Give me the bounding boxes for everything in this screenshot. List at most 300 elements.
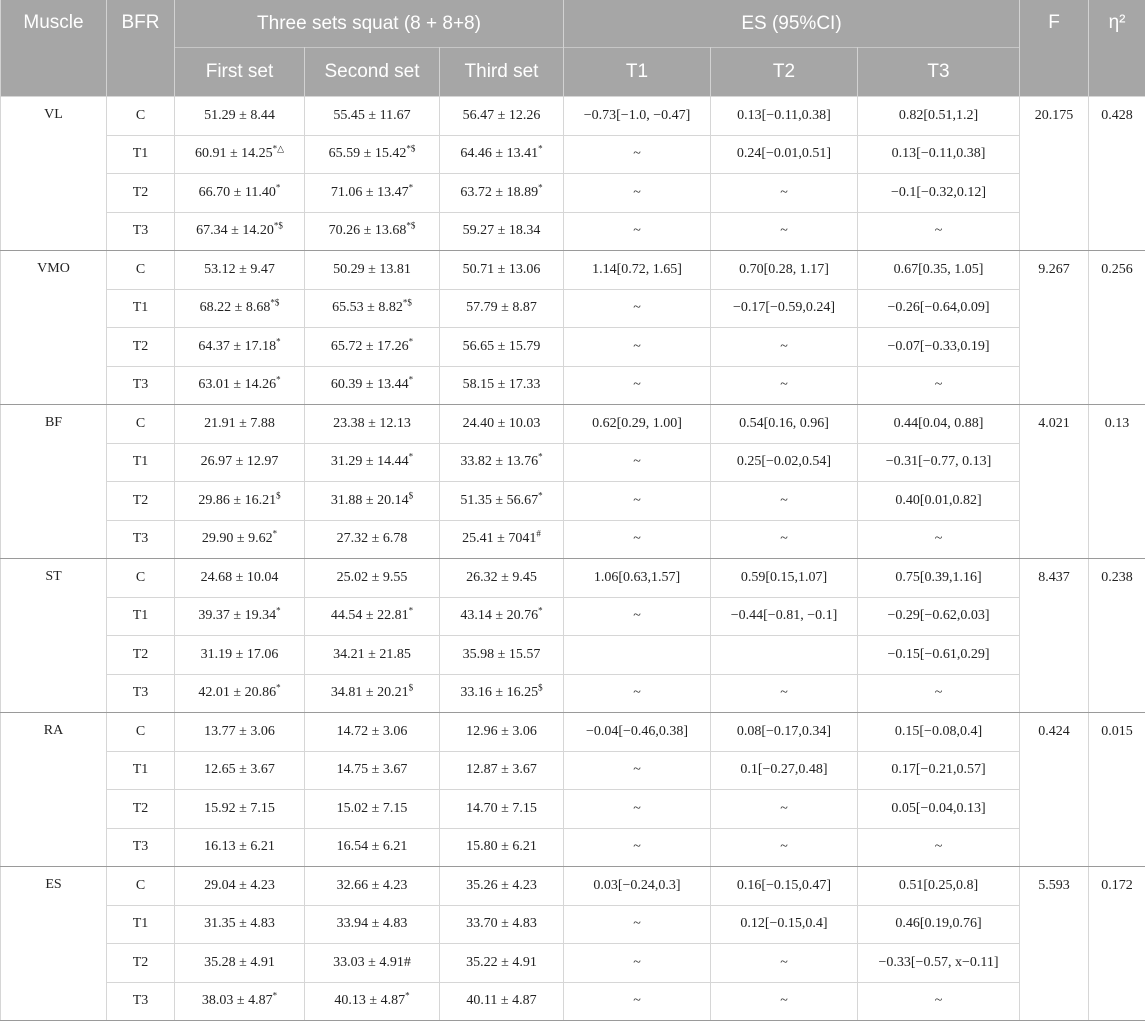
third-set-cell-value: 58.15 ± 17.33 bbox=[463, 377, 541, 392]
third-set-cell-value: 33.70 ± 4.83 bbox=[466, 916, 537, 931]
first-set-cell bbox=[175, 135, 305, 174]
es-t2-cell: ~ bbox=[711, 328, 858, 367]
second-set-cell-value: 16.54 ± 6.21 bbox=[337, 839, 408, 854]
first-set-cell bbox=[175, 944, 305, 983]
f-value-cell: 8.437 bbox=[1020, 559, 1089, 598]
eta-value-cell bbox=[1089, 751, 1145, 790]
second-set-cell-value: 44.54 ± 22.81 bbox=[331, 608, 409, 623]
bfr-cell: C bbox=[107, 97, 175, 136]
es-t2-cell: ~ bbox=[711, 520, 858, 559]
eta-value-cell bbox=[1089, 790, 1145, 829]
table-row bbox=[1, 674, 1145, 713]
first-set-cell bbox=[175, 520, 305, 559]
third-set-cell bbox=[440, 366, 564, 405]
table-row bbox=[1, 559, 1145, 598]
table-row bbox=[1, 135, 1145, 174]
muscle-cell: RA bbox=[1, 713, 107, 867]
second-set-cell-value: 14.75 ± 3.67 bbox=[337, 762, 408, 777]
third-set-cell bbox=[440, 135, 564, 174]
eta-value-cell bbox=[1089, 482, 1145, 521]
second-set-cell bbox=[305, 366, 440, 405]
third-set-cell bbox=[440, 520, 564, 559]
eta-value-cell bbox=[1089, 905, 1145, 944]
f-value-cell: 9.267 bbox=[1020, 251, 1089, 290]
third-set-cell bbox=[440, 636, 564, 675]
first-set-cell-significance-mark: *$ bbox=[270, 298, 279, 308]
es-t3-cell: ~ bbox=[858, 982, 1020, 1021]
first-set-cell bbox=[175, 366, 305, 405]
es-t1-cell: ~ bbox=[564, 520, 711, 559]
first-set-cell-value: 31.35 ± 4.83 bbox=[204, 916, 275, 931]
second-set-cell-value: 34.21 ± 21.85 bbox=[333, 647, 411, 662]
second-set-cell-value: 60.39 ± 13.44 bbox=[331, 377, 409, 392]
table-row bbox=[1, 520, 1145, 559]
third-set-cell bbox=[440, 944, 564, 983]
first-set-cell bbox=[175, 174, 305, 213]
eta-value-cell bbox=[1089, 366, 1145, 405]
second-set-cell-value: 33.94 ± 4.83 bbox=[337, 916, 408, 931]
third-set-cell bbox=[440, 751, 564, 790]
first-set-cell-value: 38.03 ± 4.87 bbox=[202, 993, 273, 1008]
second-set-cell-value: 55.45 ± 11.67 bbox=[333, 108, 410, 123]
bfr-cell: T1 bbox=[107, 289, 175, 328]
es-t3-cell: 0.17[−0.21,0.57] bbox=[858, 751, 1020, 790]
header-second-set: Second set bbox=[305, 48, 440, 97]
es-t1-cell: ~ bbox=[564, 790, 711, 829]
bfr-cell: T3 bbox=[107, 520, 175, 559]
third-set-cell-value: 35.98 ± 15.57 bbox=[463, 647, 541, 662]
es-t2-cell: 0.54[0.16, 0.96] bbox=[711, 405, 858, 444]
es-t2-cell: 0.16[−0.15,0.47] bbox=[711, 867, 858, 906]
table-header bbox=[1, 0, 1145, 97]
third-set-cell bbox=[440, 405, 564, 444]
es-t2-cell: ~ bbox=[711, 212, 858, 251]
es-t3-cell: ~ bbox=[858, 212, 1020, 251]
first-set-cell-significance-mark: *△ bbox=[273, 144, 284, 154]
es-t3-cell: −0.07[−0.33,0.19] bbox=[858, 328, 1020, 367]
eta-value-cell bbox=[1089, 982, 1145, 1021]
es-t3-cell: 0.40[0.01,0.82] bbox=[858, 482, 1020, 521]
es-t3-cell: ~ bbox=[858, 674, 1020, 713]
es-t2-cell: ~ bbox=[711, 944, 858, 983]
f-value-cell bbox=[1020, 289, 1089, 328]
first-set-cell-significance-mark: * bbox=[276, 683, 281, 693]
eta-value-cell: 0.13 bbox=[1089, 405, 1145, 444]
third-set-cell-value: 40.11 ± 4.87 bbox=[466, 993, 536, 1008]
first-set-cell bbox=[175, 212, 305, 251]
bfr-cell: T3 bbox=[107, 212, 175, 251]
bfr-cell: T3 bbox=[107, 366, 175, 405]
table-row bbox=[1, 713, 1145, 752]
second-set-cell-value: 71.06 ± 13.47 bbox=[331, 185, 409, 200]
table-row bbox=[1, 97, 1145, 136]
bfr-cell: T2 bbox=[107, 328, 175, 367]
third-set-cell-value: 57.79 ± 8.87 bbox=[466, 300, 537, 315]
f-value-cell bbox=[1020, 212, 1089, 251]
es-t1-cell: ~ bbox=[564, 174, 711, 213]
eta-value-cell bbox=[1089, 520, 1145, 559]
second-set-cell bbox=[305, 174, 440, 213]
muscle-cell: VMO bbox=[1, 251, 107, 405]
second-set-cell-value: 65.72 ± 17.26 bbox=[331, 339, 409, 354]
second-set-cell-significance-mark: * bbox=[409, 182, 414, 192]
f-value-cell bbox=[1020, 636, 1089, 675]
es-t2-cell: 0.24[−0.01,0.51] bbox=[711, 135, 858, 174]
second-set-cell-value: 65.53 ± 8.82 bbox=[332, 300, 403, 315]
second-set-cell-value: 33.03 ± 4.91# bbox=[333, 955, 411, 970]
third-set-cell-value: 35.22 ± 4.91 bbox=[466, 955, 537, 970]
third-set-cell bbox=[440, 713, 564, 752]
first-set-cell-significance-mark: * bbox=[276, 182, 281, 192]
eta-value-cell bbox=[1089, 328, 1145, 367]
first-set-cell-value: 67.34 ± 14.20 bbox=[196, 223, 274, 238]
third-set-cell-value: 56.47 ± 12.26 bbox=[463, 108, 541, 123]
third-set-cell bbox=[440, 559, 564, 598]
es-t3-cell: 0.13[−0.11,0.38] bbox=[858, 135, 1020, 174]
third-set-cell-value: 33.82 ± 13.76 bbox=[460, 454, 538, 469]
second-set-cell-value: 32.66 ± 4.23 bbox=[337, 878, 408, 893]
first-set-cell-value: 26.97 ± 12.97 bbox=[201, 454, 279, 469]
first-set-cell bbox=[175, 405, 305, 444]
first-set-cell-significance-mark: * bbox=[273, 991, 278, 1001]
third-set-cell-value: 25.41 ± 7041 bbox=[462, 531, 536, 546]
f-value-cell: 0.424 bbox=[1020, 713, 1089, 752]
f-value-cell bbox=[1020, 135, 1089, 174]
eta-value-cell: 0.238 bbox=[1089, 559, 1145, 598]
es-t3-cell: 0.44[0.04, 0.88] bbox=[858, 405, 1020, 444]
second-set-cell-value: 50.29 ± 13.81 bbox=[333, 262, 411, 277]
bfr-cell: T3 bbox=[107, 828, 175, 867]
third-set-cell-value: 63.72 ± 18.89 bbox=[460, 185, 538, 200]
second-set-cell bbox=[305, 97, 440, 136]
es-t2-cell: ~ bbox=[711, 982, 858, 1021]
es-t3-cell: −0.33[−0.57, x−0.11] bbox=[858, 944, 1020, 983]
third-set-cell bbox=[440, 443, 564, 482]
second-set-cell bbox=[305, 559, 440, 598]
muscle-cell: VL bbox=[1, 97, 107, 251]
second-set-cell-significance-mark: * bbox=[405, 991, 410, 1001]
first-set-cell-value: 35.28 ± 4.91 bbox=[204, 955, 275, 970]
eta-value-cell bbox=[1089, 944, 1145, 983]
table-row bbox=[1, 443, 1145, 482]
second-set-cell-value: 15.02 ± 7.15 bbox=[337, 801, 408, 816]
first-set-cell-value: 15.92 ± 7.15 bbox=[204, 801, 275, 816]
second-set-cell bbox=[305, 405, 440, 444]
second-set-cell bbox=[305, 751, 440, 790]
f-value-cell bbox=[1020, 443, 1089, 482]
second-set-cell bbox=[305, 251, 440, 290]
first-set-cell bbox=[175, 674, 305, 713]
es-t1-cell: −0.73[−1.0, −0.47] bbox=[564, 97, 711, 136]
first-set-cell bbox=[175, 289, 305, 328]
f-value-cell bbox=[1020, 366, 1089, 405]
second-set-cell bbox=[305, 212, 440, 251]
third-set-cell-value: 12.96 ± 3.06 bbox=[466, 724, 537, 739]
first-set-cell-significance-mark: *$ bbox=[274, 221, 283, 231]
first-set-cell-significance-mark: * bbox=[276, 375, 281, 385]
third-set-cell-value: 14.70 ± 7.15 bbox=[466, 801, 537, 816]
bfr-cell: T2 bbox=[107, 944, 175, 983]
header-first-set: First set bbox=[175, 48, 305, 97]
second-set-cell bbox=[305, 790, 440, 829]
es-t1-cell: −0.04[−0.46,0.38] bbox=[564, 713, 711, 752]
third-set-cell bbox=[440, 982, 564, 1021]
bfr-cell: T2 bbox=[107, 636, 175, 675]
es-t2-cell: −0.44[−0.81, −0.1] bbox=[711, 597, 858, 636]
second-set-cell-value: 14.72 ± 3.06 bbox=[337, 724, 408, 739]
header-es-group: ES (95%CI) bbox=[564, 0, 1020, 48]
second-set-cell-significance-mark: * bbox=[409, 336, 414, 346]
table-row bbox=[1, 790, 1145, 829]
bfr-cell: T2 bbox=[107, 482, 175, 521]
second-set-cell-value: 25.02 ± 9.55 bbox=[337, 570, 408, 585]
third-set-cell-significance-mark: * bbox=[538, 182, 543, 192]
first-set-cell-value: 60.91 ± 14.25 bbox=[195, 146, 273, 161]
es-t2-cell bbox=[711, 636, 858, 675]
table-row bbox=[1, 867, 1145, 906]
f-value-cell bbox=[1020, 790, 1089, 829]
third-set-cell bbox=[440, 251, 564, 290]
second-set-cell bbox=[305, 520, 440, 559]
bfr-cell: T2 bbox=[107, 174, 175, 213]
muscle-cell: ES bbox=[1, 867, 107, 1021]
table-row bbox=[1, 944, 1145, 983]
es-t1-cell: ~ bbox=[564, 828, 711, 867]
first-set-cell bbox=[175, 597, 305, 636]
bfr-cell: C bbox=[107, 559, 175, 598]
first-set-cell-significance-mark: * bbox=[276, 336, 281, 346]
second-set-cell-value: 31.29 ± 14.44 bbox=[331, 454, 409, 469]
es-t3-cell: −0.1[−0.32,0.12] bbox=[858, 174, 1020, 213]
table-row bbox=[1, 597, 1145, 636]
first-set-cell-value: 21.91 ± 7.88 bbox=[204, 416, 275, 431]
muscle-cell: BF bbox=[1, 405, 107, 559]
table-row bbox=[1, 482, 1145, 521]
f-value-cell bbox=[1020, 905, 1089, 944]
third-set-cell-value: 64.46 ± 13.41 bbox=[460, 146, 538, 161]
second-set-cell-value: 70.26 ± 13.68 bbox=[329, 223, 407, 238]
third-set-cell-significance-mark: * bbox=[538, 606, 543, 616]
third-set-cell-value: 12.87 ± 3.67 bbox=[466, 762, 537, 777]
es-t3-cell: −0.26[−0.64,0.09] bbox=[858, 289, 1020, 328]
first-set-cell-value: 12.65 ± 3.67 bbox=[204, 762, 275, 777]
f-value-cell: 4.021 bbox=[1020, 405, 1089, 444]
second-set-cell bbox=[305, 636, 440, 675]
second-set-cell bbox=[305, 713, 440, 752]
first-set-cell-value: 68.22 ± 8.68 bbox=[200, 300, 271, 315]
es-t2-cell: 0.13[−0.11,0.38] bbox=[711, 97, 858, 136]
f-value-cell bbox=[1020, 944, 1089, 983]
es-t3-cell: 0.51[0.25,0.8] bbox=[858, 867, 1020, 906]
header-bfr: BFR bbox=[107, 0, 175, 97]
es-t3-cell: 0.67[0.35, 1.05] bbox=[858, 251, 1020, 290]
third-set-cell bbox=[440, 97, 564, 136]
first-set-cell-value: 29.04 ± 4.23 bbox=[204, 878, 275, 893]
first-set-cell bbox=[175, 328, 305, 367]
header-es-t3: T3 bbox=[858, 48, 1020, 97]
third-set-cell-significance-mark: $ bbox=[538, 683, 543, 693]
second-set-cell-value: 23.38 ± 12.13 bbox=[333, 416, 411, 431]
header-eta: η² bbox=[1089, 0, 1145, 97]
eta-value-cell bbox=[1089, 135, 1145, 174]
es-t3-cell: ~ bbox=[858, 520, 1020, 559]
first-set-cell-value: 16.13 ± 6.21 bbox=[204, 839, 275, 854]
f-value-cell: 5.593 bbox=[1020, 867, 1089, 906]
second-set-cell-significance-mark: * bbox=[409, 606, 414, 616]
es-t2-cell: ~ bbox=[711, 674, 858, 713]
header-es-t2: T2 bbox=[711, 48, 858, 97]
es-t2-cell: ~ bbox=[711, 828, 858, 867]
first-set-cell bbox=[175, 751, 305, 790]
table-row bbox=[1, 751, 1145, 790]
second-set-cell bbox=[305, 982, 440, 1021]
second-set-cell bbox=[305, 289, 440, 328]
bfr-cell: T1 bbox=[107, 135, 175, 174]
table-row bbox=[1, 366, 1145, 405]
table-row bbox=[1, 982, 1145, 1021]
es-t3-cell: ~ bbox=[858, 366, 1020, 405]
first-set-cell-significance-mark: * bbox=[276, 606, 281, 616]
header-es-t1: T1 bbox=[564, 48, 711, 97]
es-t1-cell: ~ bbox=[564, 328, 711, 367]
first-set-cell bbox=[175, 828, 305, 867]
first-set-cell-value: 66.70 ± 11.40 bbox=[199, 185, 276, 200]
bfr-cell: T2 bbox=[107, 790, 175, 829]
second-set-cell bbox=[305, 135, 440, 174]
es-t1-cell: ~ bbox=[564, 289, 711, 328]
second-set-cell-significance-mark: $ bbox=[409, 683, 414, 693]
es-t2-cell: ~ bbox=[711, 366, 858, 405]
third-set-cell-value: 35.26 ± 4.23 bbox=[466, 878, 537, 893]
first-set-cell-significance-mark: * bbox=[273, 529, 278, 539]
third-set-cell-significance-mark: * bbox=[538, 490, 543, 500]
f-value-cell bbox=[1020, 674, 1089, 713]
second-set-cell-value: 40.13 ± 4.87 bbox=[334, 993, 405, 1008]
first-set-cell bbox=[175, 443, 305, 482]
es-t2-cell: 0.1[−0.27,0.48] bbox=[711, 751, 858, 790]
second-set-cell bbox=[305, 905, 440, 944]
first-set-cell-value: 39.37 ± 19.34 bbox=[198, 608, 276, 623]
third-set-cell-value: 51.35 ± 56.67 bbox=[460, 493, 538, 508]
f-value-cell bbox=[1020, 482, 1089, 521]
es-t2-cell: ~ bbox=[711, 482, 858, 521]
eta-value-cell bbox=[1089, 289, 1145, 328]
third-set-cell bbox=[440, 790, 564, 829]
table-row bbox=[1, 405, 1145, 444]
second-set-cell bbox=[305, 482, 440, 521]
table-body bbox=[1, 97, 1145, 1021]
table-row bbox=[1, 905, 1145, 944]
second-set-cell-value: 27.32 ± 6.78 bbox=[337, 531, 408, 546]
header-squat-group: Three sets squat (8 + 8+8) bbox=[175, 0, 564, 48]
first-set-cell-value: 53.12 ± 9.47 bbox=[204, 262, 275, 277]
first-set-cell bbox=[175, 713, 305, 752]
eta-value-cell: 0.256 bbox=[1089, 251, 1145, 290]
third-set-cell bbox=[440, 828, 564, 867]
es-t2-cell: −0.17[−0.59,0.24] bbox=[711, 289, 858, 328]
es-t1-cell: ~ bbox=[564, 944, 711, 983]
bfr-cell: C bbox=[107, 713, 175, 752]
third-set-cell bbox=[440, 212, 564, 251]
es-t1-cell: 0.03[−0.24,0.3] bbox=[564, 867, 711, 906]
bfr-cell: T1 bbox=[107, 597, 175, 636]
table-row bbox=[1, 636, 1145, 675]
second-set-cell-significance-mark: $ bbox=[409, 490, 414, 500]
eta-value-cell bbox=[1089, 443, 1145, 482]
f-value-cell bbox=[1020, 328, 1089, 367]
first-set-cell bbox=[175, 982, 305, 1021]
third-set-cell-value: 24.40 ± 10.03 bbox=[463, 416, 541, 431]
table-row bbox=[1, 174, 1145, 213]
second-set-cell bbox=[305, 443, 440, 482]
third-set-cell bbox=[440, 174, 564, 213]
second-set-cell bbox=[305, 328, 440, 367]
f-value-cell bbox=[1020, 597, 1089, 636]
first-set-cell bbox=[175, 636, 305, 675]
f-value-cell bbox=[1020, 828, 1089, 867]
eta-value-cell: 0.172 bbox=[1089, 867, 1145, 906]
first-set-cell-value: 63.01 ± 14.26 bbox=[198, 377, 276, 392]
bfr-cell: T1 bbox=[107, 751, 175, 790]
es-t1-cell: ~ bbox=[564, 482, 711, 521]
second-set-cell bbox=[305, 944, 440, 983]
es-t1-cell: 0.62[0.29, 1.00] bbox=[564, 405, 711, 444]
third-set-cell bbox=[440, 482, 564, 521]
third-set-cell-value: 59.27 ± 18.34 bbox=[463, 223, 541, 238]
eta-value-cell: 0.015 bbox=[1089, 713, 1145, 752]
header-muscle: Muscle bbox=[1, 0, 107, 97]
first-set-cell-value: 42.01 ± 20.86 bbox=[198, 685, 276, 700]
es-t1-cell: 1.14[0.72, 1.65] bbox=[564, 251, 711, 290]
es-t2-cell: 0.12[−0.15,0.4] bbox=[711, 905, 858, 944]
second-set-cell-significance-mark: *$ bbox=[406, 221, 415, 231]
bfr-cell: C bbox=[107, 867, 175, 906]
es-t1-cell: ~ bbox=[564, 751, 711, 790]
es-t2-cell: 0.59[0.15,1.07] bbox=[711, 559, 858, 598]
es-t1-cell: ~ bbox=[564, 443, 711, 482]
es-t3-cell: −0.15[−0.61,0.29] bbox=[858, 636, 1020, 675]
es-t1-cell: ~ bbox=[564, 212, 711, 251]
es-t1-cell: ~ bbox=[564, 982, 711, 1021]
eta-value-cell bbox=[1089, 828, 1145, 867]
second-set-cell-significance-mark: *$ bbox=[403, 298, 412, 308]
bfr-cell: C bbox=[107, 405, 175, 444]
es-t3-cell: 0.75[0.39,1.16] bbox=[858, 559, 1020, 598]
third-set-cell bbox=[440, 674, 564, 713]
third-set-cell-significance-mark: # bbox=[536, 529, 541, 539]
bfr-cell: T3 bbox=[107, 982, 175, 1021]
third-set-cell-value: 15.80 ± 6.21 bbox=[466, 839, 537, 854]
second-set-cell bbox=[305, 867, 440, 906]
eta-value-cell bbox=[1089, 597, 1145, 636]
es-t3-cell: 0.05[−0.04,0.13] bbox=[858, 790, 1020, 829]
first-set-cell bbox=[175, 867, 305, 906]
second-set-cell-value: 34.81 ± 20.21 bbox=[331, 685, 409, 700]
first-set-cell bbox=[175, 251, 305, 290]
third-set-cell-significance-mark: * bbox=[538, 144, 543, 154]
f-value-cell bbox=[1020, 520, 1089, 559]
second-set-cell bbox=[305, 828, 440, 867]
es-t2-cell: ~ bbox=[711, 790, 858, 829]
first-set-cell-value: 51.29 ± 8.44 bbox=[204, 108, 275, 123]
es-t1-cell: ~ bbox=[564, 674, 711, 713]
third-set-cell-value: 50.71 ± 13.06 bbox=[463, 262, 541, 277]
second-set-cell bbox=[305, 674, 440, 713]
first-set-cell-value: 29.90 ± 9.62 bbox=[202, 531, 273, 546]
first-set-cell bbox=[175, 905, 305, 944]
es-t3-cell: 0.46[0.19,0.76] bbox=[858, 905, 1020, 944]
table-row bbox=[1, 828, 1145, 867]
